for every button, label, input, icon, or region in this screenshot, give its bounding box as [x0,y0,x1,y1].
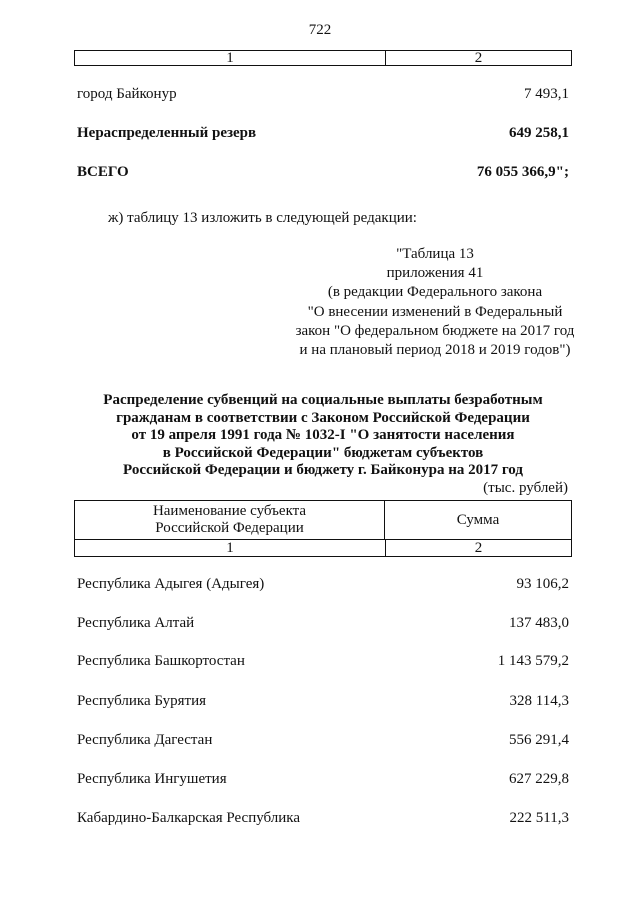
header-subject-line: Наименование субъекта [152,503,307,519]
heading-line: Распределение субвенций на социальные выплаты безработным [103,392,543,408]
table-reference-line: "Таблица 13 [396,246,474,262]
region-amount: 93 106,2 [516,576,569,592]
region-amount: 328 114,3 [509,693,569,709]
top-row-value: 649 258,1 [509,125,569,141]
region-amount: 222 511,3 [509,810,569,826]
region-name: Республика Алтай [77,615,195,631]
top-col-1-number: 1 [75,51,386,65]
amendment-paragraph: ж) таблицу 13 изложить в следующей редакции: [108,210,417,226]
col-1-number: 1 [75,540,386,556]
top-row-reserve [77,125,569,142]
top-col-2-number: 2 [474,50,483,66]
region-name: Кабардино-Балкарская Республика [77,810,301,826]
region-name: Республика Бурятия [77,693,207,709]
table-reference-line: и на плановый период 2018 и 2019 годов") [299,342,571,359]
header-subject-name [75,501,385,539]
header-amount: Сумма [456,511,500,528]
heading-line: в Российской Федерации" бюджетам субъектов [162,444,484,461]
region-name: Республика Адыгея (Адыгея) [77,576,265,592]
table-row [77,576,569,593]
header-subject-line: Российской Федерации [155,520,304,536]
table-reference-line: приложения 41 [386,265,484,282]
table-row [77,615,569,632]
region-name: Республика Башкортостан [77,653,245,669]
table-row [77,653,569,670]
heading-line: от 19 апреля 1991 года № 1032-I "О занятости населения [131,427,515,443]
region-amount: 627 229,8 [509,771,569,787]
table-row [77,810,569,827]
region-amount: 1 143 579,2 [497,653,569,669]
heading-line: гражданам в соответствии с Законом Российской Федерации [116,409,530,426]
region-amount: 137 483,0 [509,615,569,631]
top-row-label: ВСЕГО [77,164,129,180]
region-amount: 556 291,4 [509,732,569,748]
region-name: Республика Дагестан [77,732,213,748]
table-header [74,500,572,557]
table-heading [60,392,586,480]
table-row [77,732,569,749]
table-reference [280,245,590,360]
top-row-label: город Байконур [77,86,177,102]
top-row-value: 76 055 366,9"; [476,164,569,180]
table-row [77,693,569,710]
region-name: Республика Ингушетия [77,771,227,787]
top-row-total [77,164,569,181]
table-reference-line: "О внесении изменений в Федеральный [307,303,563,320]
page-number: 722 [308,22,332,38]
top-column-numbers [74,50,572,66]
table-reference-line: закон "О федеральном бюджете на 2017 год [295,322,575,339]
top-row-label: Нераспределенный резерв [77,125,257,141]
table-row [77,771,569,788]
table-reference-line: (в редакции Федерального закона [327,284,543,301]
col-2-number: 2 [474,540,483,556]
units-label: (тыс. рублей) [483,480,568,496]
top-row-baikonur [77,86,569,103]
heading-line: Российской Федерации и бюджету г. Байконура на 2017 год [123,462,523,478]
top-row-value: 7 493,1 [524,86,569,102]
